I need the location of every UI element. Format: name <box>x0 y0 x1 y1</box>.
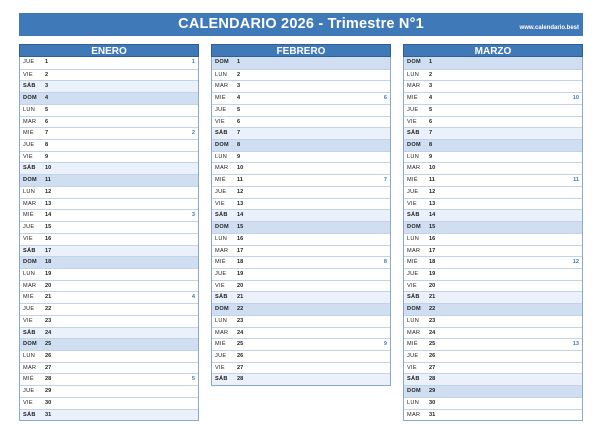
day-number: 28 <box>429 376 436 383</box>
weekday-label: MIÉ <box>23 212 34 219</box>
month-title: FEBRERO <box>211 44 391 57</box>
weekday-label: VIE <box>215 118 225 125</box>
day-row <box>20 291 198 303</box>
day-row <box>212 245 390 257</box>
weekday-label: VIE <box>215 282 225 289</box>
day-number: 24 <box>237 329 244 336</box>
day-row <box>404 245 582 257</box>
day-row <box>404 198 582 210</box>
day-list <box>211 57 391 386</box>
weekday-label: DOM <box>407 142 421 149</box>
weekday-label: SÁB <box>23 329 36 336</box>
weekday-label: MIÉ <box>407 259 418 266</box>
day-number: 2 <box>237 71 241 78</box>
day-row <box>404 209 582 221</box>
day-row <box>20 350 198 362</box>
weekday-label: VIE <box>407 282 417 289</box>
weekday-label: DOM <box>215 224 229 231</box>
day-row <box>212 350 390 362</box>
day-row <box>212 69 390 81</box>
weekday-label: JUE <box>215 188 227 195</box>
day-row <box>20 80 198 92</box>
weekday-label: VIE <box>23 399 33 406</box>
day-row <box>404 57 582 69</box>
day-number: 22 <box>429 306 436 313</box>
day-row <box>404 268 582 280</box>
day-row <box>404 338 582 350</box>
weekday-label: MIÉ <box>407 177 418 184</box>
day-row <box>212 338 390 350</box>
weekday-label: MAR <box>215 165 229 172</box>
day-row <box>20 69 198 81</box>
day-row <box>212 174 390 186</box>
calendar-header <box>19 13 583 36</box>
weekday-label: DOM <box>407 224 421 231</box>
weekday-label: MIÉ <box>23 376 34 383</box>
weekday-label: LUN <box>23 352 36 359</box>
day-number: 31 <box>429 411 436 418</box>
day-list <box>403 57 583 421</box>
day-number: 10 <box>429 165 436 172</box>
day-row <box>212 373 390 385</box>
day-row <box>404 92 582 104</box>
day-number: 27 <box>45 364 52 371</box>
day-row <box>20 198 198 210</box>
day-row <box>212 92 390 104</box>
day-row <box>404 362 582 374</box>
day-row <box>212 186 390 198</box>
weekday-label: JUE <box>407 106 419 113</box>
day-row <box>404 280 582 292</box>
weekday-label: MIÉ <box>215 341 226 348</box>
day-row <box>404 397 582 409</box>
day-row <box>404 315 582 327</box>
day-number: 27 <box>237 364 244 371</box>
day-number: 10 <box>237 165 244 172</box>
day-row <box>20 139 198 151</box>
site-url: www.calendario.best <box>519 25 579 31</box>
day-number: 12 <box>45 188 52 195</box>
day-row <box>20 233 198 245</box>
weekday-label: MAR <box>407 165 421 172</box>
day-row <box>404 151 582 163</box>
day-number: 13 <box>237 200 244 207</box>
day-number: 15 <box>45 224 52 231</box>
day-number: 29 <box>45 388 52 395</box>
day-number: 11 <box>429 177 435 184</box>
day-number: 17 <box>237 247 244 254</box>
weekday-label: DOM <box>407 388 421 395</box>
day-row <box>212 139 390 151</box>
day-row <box>404 127 582 139</box>
day-number: 16 <box>45 235 52 242</box>
day-number: 11 <box>45 177 51 184</box>
weekday-label: MAR <box>215 329 229 336</box>
weekday-label: SÁB <box>215 376 228 383</box>
day-number: 1 <box>45 59 49 65</box>
weekday-label: DOM <box>215 59 229 65</box>
weekday-label: MIÉ <box>215 259 226 266</box>
day-row <box>404 80 582 92</box>
weekday-label: VIE <box>407 364 417 371</box>
day-row <box>20 397 198 409</box>
weekday-label: SÁB <box>215 294 228 301</box>
weekday-label: VIE <box>23 317 33 324</box>
day-number: 9 <box>45 153 49 160</box>
weekday-label: MAR <box>23 200 37 207</box>
day-row <box>404 233 582 245</box>
weekday-label: VIE <box>23 235 33 242</box>
day-number: 3 <box>237 83 241 90</box>
day-row <box>20 116 198 128</box>
weekday-label: MAR <box>407 83 421 90</box>
day-number: 19 <box>45 270 52 277</box>
weekday-label: SÁB <box>407 130 420 137</box>
weekday-label: MAR <box>407 411 421 418</box>
week-number: 2 <box>191 130 195 137</box>
weekday-label: LUN <box>215 235 228 242</box>
weekday-label: MIÉ <box>215 95 226 102</box>
day-number: 14 <box>429 212 436 219</box>
day-row <box>212 221 390 233</box>
day-number: 5 <box>45 106 49 113</box>
weekday-label: SÁB <box>407 294 420 301</box>
day-number: 23 <box>45 317 52 324</box>
weekday-label: DOM <box>23 177 37 184</box>
day-row <box>20 362 198 374</box>
day-number: 30 <box>429 399 436 406</box>
weekday-label: VIE <box>215 364 225 371</box>
weekday-label: DOM <box>215 306 229 313</box>
day-number: 12 <box>237 188 244 195</box>
weekday-label: JUE <box>215 106 227 113</box>
weekday-label: MAR <box>23 282 37 289</box>
weekday-label: LUN <box>215 153 228 160</box>
week-number: 11 <box>573 177 579 184</box>
day-row <box>20 186 198 198</box>
day-number: 20 <box>429 282 436 289</box>
day-row <box>404 174 582 186</box>
weekday-label: LUN <box>407 153 420 160</box>
day-row <box>404 385 582 397</box>
day-row <box>404 409 582 421</box>
weekday-label: DOM <box>23 341 37 348</box>
weekday-label: VIE <box>215 200 225 207</box>
weekday-label: DOM <box>407 59 421 65</box>
day-number: 9 <box>237 153 241 160</box>
day-row <box>404 350 582 362</box>
day-number: 5 <box>429 106 433 113</box>
day-row <box>212 280 390 292</box>
day-number: 18 <box>45 259 52 266</box>
day-row <box>20 303 198 315</box>
weekday-label: JUE <box>23 142 35 149</box>
weekday-label: SÁB <box>23 247 36 254</box>
day-number: 21 <box>429 294 436 301</box>
day-row <box>20 151 198 163</box>
day-row <box>20 174 198 186</box>
day-row <box>404 373 582 385</box>
weekday-label: SÁB <box>23 83 36 90</box>
week-number: 13 <box>572 341 579 348</box>
day-row <box>404 256 582 268</box>
day-row <box>20 92 198 104</box>
day-row <box>212 104 390 116</box>
weekday-label: LUN <box>23 270 36 277</box>
day-number: 17 <box>45 247 52 254</box>
weekday-label: VIE <box>407 200 417 207</box>
day-number: 27 <box>429 364 436 371</box>
day-row <box>212 362 390 374</box>
day-number: 16 <box>429 235 436 242</box>
day-row <box>404 303 582 315</box>
day-row <box>20 338 198 350</box>
weekday-label: MIÉ <box>23 294 34 301</box>
day-number: 21 <box>237 294 244 301</box>
weekday-label: LUN <box>407 399 420 406</box>
day-row <box>212 315 390 327</box>
day-row <box>404 221 582 233</box>
weekday-label: JUE <box>23 388 35 395</box>
day-number: 6 <box>429 118 433 125</box>
day-number: 30 <box>45 399 52 406</box>
weekday-label: DOM <box>23 95 37 102</box>
day-number: 13 <box>429 200 436 207</box>
day-number: 8 <box>45 142 49 149</box>
day-number: 8 <box>237 142 241 149</box>
weekday-label: LUN <box>215 317 228 324</box>
day-number: 22 <box>237 306 244 313</box>
day-number: 2 <box>429 71 433 78</box>
weekday-label: SÁB <box>407 212 420 219</box>
day-row <box>404 291 582 303</box>
week-number: 7 <box>383 177 387 184</box>
day-number: 3 <box>429 83 433 90</box>
day-row <box>20 209 198 221</box>
day-row <box>212 57 390 69</box>
day-number: 7 <box>45 130 49 137</box>
day-number: 23 <box>237 317 244 324</box>
weekday-label: LUN <box>215 71 228 78</box>
weekday-label: VIE <box>23 153 33 160</box>
day-number: 1 <box>429 59 433 65</box>
day-number: 18 <box>429 259 436 266</box>
weekday-label: JUE <box>23 306 35 313</box>
weekday-label: LUN <box>407 71 420 78</box>
day-number: 20 <box>45 282 52 289</box>
week-number: 8 <box>383 259 387 266</box>
weekday-label: DOM <box>23 259 37 266</box>
day-number: 31 <box>45 411 52 418</box>
weekday-label: LUN <box>23 188 36 195</box>
weekday-label: LUN <box>407 317 420 324</box>
day-number: 19 <box>429 270 436 277</box>
week-number: 4 <box>191 294 195 301</box>
day-number: 6 <box>45 118 49 125</box>
weekday-label: LUN <box>407 235 420 242</box>
day-number: 28 <box>45 376 52 383</box>
day-number: 14 <box>45 212 52 219</box>
weekday-label: MIÉ <box>215 177 226 184</box>
weekday-label: LUN <box>23 106 36 113</box>
day-number: 4 <box>429 95 433 102</box>
month-column-marzo <box>403 44 583 421</box>
day-number: 25 <box>237 341 244 348</box>
weekday-label: DOM <box>407 306 421 313</box>
day-number: 16 <box>237 235 244 242</box>
day-row <box>404 139 582 151</box>
day-row <box>212 162 390 174</box>
day-number: 7 <box>237 130 241 137</box>
day-number: 17 <box>429 247 436 254</box>
day-row <box>212 303 390 315</box>
day-number: 26 <box>45 352 52 359</box>
day-row <box>404 162 582 174</box>
day-list <box>19 57 199 421</box>
month-column-febrero <box>211 44 391 386</box>
day-row <box>212 209 390 221</box>
day-number: 23 <box>429 317 436 324</box>
day-row <box>212 256 390 268</box>
day-number: 7 <box>429 130 433 137</box>
day-number: 25 <box>429 341 436 348</box>
day-row <box>404 186 582 198</box>
day-number: 20 <box>237 282 244 289</box>
day-number: 12 <box>429 188 436 195</box>
day-number: 9 <box>429 153 433 160</box>
weekday-label: VIE <box>23 71 33 78</box>
weekday-label: JUE <box>215 270 227 277</box>
month-title: ENERO <box>19 44 199 57</box>
day-row <box>404 116 582 128</box>
day-number: 26 <box>429 352 436 359</box>
day-number: 15 <box>237 224 244 231</box>
weekday-label: MAR <box>215 83 229 90</box>
day-row <box>20 57 198 69</box>
day-number: 15 <box>429 224 436 231</box>
weekday-label: MAR <box>407 247 421 254</box>
day-row <box>20 373 198 385</box>
day-row <box>404 327 582 339</box>
day-row <box>212 233 390 245</box>
day-row <box>212 327 390 339</box>
day-number: 3 <box>45 83 49 90</box>
weekday-label: SÁB <box>23 411 36 418</box>
day-number: 11 <box>237 177 243 184</box>
day-row <box>20 221 198 233</box>
weekday-label: SÁB <box>23 165 36 172</box>
day-number: 19 <box>237 270 244 277</box>
day-number: 2 <box>45 71 49 78</box>
month-title: MARZO <box>403 44 583 57</box>
weekday-label: MAR <box>407 329 421 336</box>
day-row <box>20 385 198 397</box>
day-row <box>20 327 198 339</box>
day-row <box>20 245 198 257</box>
week-number: 3 <box>191 212 195 219</box>
weekday-label: JUE <box>407 270 419 277</box>
day-row <box>212 80 390 92</box>
day-number: 29 <box>429 388 436 395</box>
weekday-label: SÁB <box>215 212 228 219</box>
day-number: 24 <box>45 329 52 336</box>
day-number: 26 <box>237 352 244 359</box>
day-number: 13 <box>45 200 52 207</box>
day-row <box>20 268 198 280</box>
weekday-label: SÁB <box>407 376 420 383</box>
weekday-label: DOM <box>215 142 229 149</box>
day-row <box>20 315 198 327</box>
weekday-label: JUE <box>407 352 419 359</box>
week-number: 6 <box>383 95 387 102</box>
day-row <box>20 162 198 174</box>
day-row <box>20 104 198 116</box>
day-number: 8 <box>429 142 433 149</box>
week-number: 1 <box>191 59 195 65</box>
day-row <box>20 409 198 421</box>
day-number: 4 <box>45 95 49 102</box>
month-column-enero <box>19 44 199 421</box>
day-row <box>212 127 390 139</box>
day-number: 28 <box>237 376 244 383</box>
weekday-label: JUE <box>23 59 35 65</box>
day-row <box>212 116 390 128</box>
day-number: 18 <box>237 259 244 266</box>
day-number: 6 <box>237 118 241 125</box>
day-row <box>20 256 198 268</box>
day-number: 1 <box>237 59 241 65</box>
weekday-label: MIÉ <box>407 341 418 348</box>
weekday-label: JUE <box>407 188 419 195</box>
weekday-label: MIÉ <box>407 95 418 102</box>
day-row <box>20 280 198 292</box>
day-row <box>212 198 390 210</box>
day-row <box>212 291 390 303</box>
day-row <box>212 151 390 163</box>
week-number: 5 <box>191 376 195 383</box>
day-number: 14 <box>237 212 244 219</box>
weekday-label: JUE <box>23 224 35 231</box>
day-number: 22 <box>45 306 52 313</box>
week-number: 10 <box>572 95 579 102</box>
weekday-label: JUE <box>215 352 227 359</box>
day-number: 25 <box>45 341 52 348</box>
weekday-label: MIÉ <box>23 130 34 137</box>
week-number: 12 <box>572 259 579 266</box>
weekday-label: SÁB <box>215 130 228 137</box>
day-row <box>404 104 582 116</box>
weekday-label: MAR <box>23 364 37 371</box>
day-number: 24 <box>429 329 436 336</box>
day-number: 4 <box>237 95 241 102</box>
week-number: 9 <box>383 341 387 348</box>
weekday-label: MAR <box>23 118 37 125</box>
day-number: 10 <box>45 165 52 172</box>
day-row <box>404 69 582 81</box>
day-number: 21 <box>45 294 52 301</box>
day-number: 5 <box>237 106 241 113</box>
page-title: CALENDARIO 2026 - Trimestre N°1 <box>178 16 424 32</box>
weekday-label: VIE <box>407 118 417 125</box>
day-row <box>212 268 390 280</box>
weekday-label: MAR <box>215 247 229 254</box>
day-row <box>20 127 198 139</box>
